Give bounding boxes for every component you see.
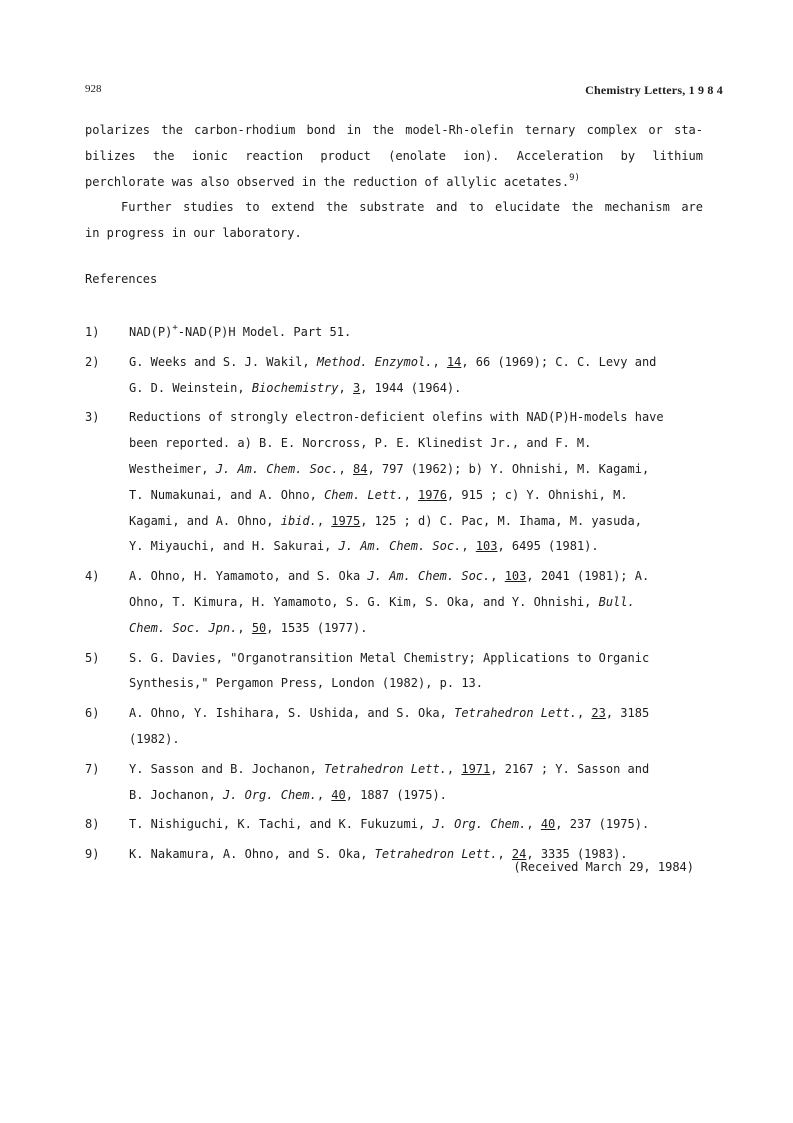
ref-text: Westheimer,: [129, 461, 216, 476]
ref-text: , 3335 (1983).: [526, 847, 628, 862]
ref-text: , 2041 (1981); A.: [526, 569, 650, 584]
ref-text: ,: [490, 569, 505, 584]
ref-text: ,: [338, 461, 353, 476]
journal-name: Chem. Soc. Jpn.: [129, 620, 238, 635]
ref-text: ,: [461, 539, 476, 554]
reference-item: [85, 701, 703, 753]
reference-text: [129, 320, 703, 346]
journal-name: J. Am. Chem. Soc.: [338, 539, 462, 554]
volume-number: 14: [446, 354, 462, 369]
journal-name: J. Am. Chem. Soc.: [215, 461, 339, 476]
ref-text: NAD(P): [129, 325, 173, 339]
journal-name: J. Org. Chem.: [222, 787, 317, 802]
ref-text: , 125 ; d) C. Pac, M. Ihama, M. yasuda,: [360, 513, 642, 528]
ref-text: ,: [237, 620, 252, 635]
volume-number: 1976: [418, 487, 447, 502]
volume-number: 50: [251, 620, 267, 635]
ref-text: G. D. Weinstein,: [129, 380, 252, 395]
ref-text: , 66 (1969); C. C. Levy and: [461, 354, 657, 369]
reference-number: 9): [85, 847, 100, 862]
ref-text: Synthesis," Pergamon Press, London (1982), p. 13.: [129, 676, 484, 691]
journal-name: J. Org. Chem.: [432, 817, 527, 832]
ref-text: Reductions of strongly electron-deficient olefins with NAD(P)H-models have: [129, 410, 664, 425]
reference-number: 2): [85, 354, 100, 369]
journal-name: Bull.: [598, 594, 635, 609]
ref-text: , 1944 (1964).: [360, 380, 462, 395]
running-head: Chemistry Letters, 1 9 8 4: [585, 83, 723, 97]
ref-text: ,: [576, 706, 592, 721]
ref-text: ,: [338, 380, 353, 395]
journal-name: Tetrahedron Lett.: [454, 706, 577, 721]
ref-text: B. Jochanon,: [129, 787, 223, 802]
volume-number: 103: [504, 569, 527, 584]
reference-text: [129, 701, 703, 753]
ref-text: , 1535 (1977).: [266, 620, 368, 635]
reference-text: [129, 564, 703, 641]
volume-number: 40: [331, 787, 346, 802]
body-line: polarizes the carbon-rhodium bond in the model-Rh-olefin ternary complex or sta-: [85, 123, 703, 137]
reference-text: [129, 646, 703, 698]
journal-name: Tetrahedron Lett.: [374, 847, 498, 862]
reference-number: 8): [85, 817, 100, 832]
volume-number: 3: [352, 380, 361, 395]
ref-text: ,: [316, 787, 332, 802]
received-date: (Received March 29, 1984): [513, 860, 694, 874]
ref-text: (1982).: [129, 731, 180, 746]
ref-text: , 3185: [605, 706, 650, 721]
body-line-text: perchlorate was also observed in the reduction of allylic acetates.: [85, 174, 570, 189]
journal-name: Tetrahedron Lett.: [324, 761, 447, 776]
ref-text: A. Ohno, Y. Ishihara, S. Ushida, and S. Oka,: [129, 706, 455, 721]
body-line: Further studies to extend the substrate and to elucidate the mechanism are: [121, 200, 703, 215]
ref-text: ,: [526, 817, 541, 832]
reference-item: [85, 320, 703, 346]
journal-name: Biochemistry: [251, 380, 339, 395]
reference-text: [129, 350, 703, 402]
citation-superscript: 9): [569, 172, 580, 183]
ref-text: , 1887 (1975).: [345, 787, 447, 802]
journal-name: J. Am. Chem. Soc.: [367, 569, 491, 584]
reference-item: [85, 812, 703, 838]
ref-text: G. Weeks and S. J. Wakil,: [129, 354, 317, 369]
journal-name: ibid.: [280, 513, 317, 528]
ref-text: , 6495 (1981).: [497, 539, 599, 554]
reference-item: [85, 350, 703, 402]
reference-text: [129, 812, 703, 838]
ref-text: Ohno, T. Kimura, H. Yamamoto, S. G. Kim, S. Oka, and Y. Ohnishi,: [129, 594, 599, 609]
ref-text: ,: [497, 847, 512, 862]
ref-text: , 2167 ; Y. Sasson and: [490, 761, 650, 776]
volume-number: 40: [540, 817, 556, 832]
volume-number: 103: [475, 539, 498, 554]
ref-text: K. Nakamura, A. Ohno, and S. Oka,: [129, 847, 375, 862]
reference-text: [129, 757, 703, 809]
reference-number: 6): [85, 706, 100, 721]
reference-number: 3): [85, 410, 100, 425]
reference-text: [129, 405, 703, 560]
reference-item: [85, 564, 703, 641]
reference-item: [85, 405, 703, 560]
ref-text: been reported. a) B. E. Norcross, P. E. Klinedist Jr., and F. M.: [129, 436, 592, 451]
volume-number: 1971: [461, 761, 491, 776]
references-heading: References: [85, 272, 158, 286]
body-line: in progress in our laboratory.: [85, 226, 302, 241]
volume-number: 1975: [331, 513, 361, 528]
ref-text: S. G. Davies, "Organotransition Metal Chemistry; Applications to Organic: [129, 650, 650, 665]
ref-text: Kagami, and A. Ohno,: [129, 513, 281, 528]
reference-list: [85, 320, 703, 872]
ref-text: Y. Sasson and B. Jochanon,: [129, 761, 325, 776]
ref-text: ,: [403, 487, 419, 502]
body-text: [85, 118, 703, 247]
journal-name: Method. Enzymol.: [316, 354, 433, 369]
reference-number: 4): [85, 569, 100, 584]
ref-text: T. Numakunai, and A. Ohno,: [129, 487, 325, 502]
ref-text: , 237 (1975).: [555, 817, 650, 832]
page-number: 928: [85, 83, 102, 95]
volume-number: 84: [352, 461, 368, 476]
ref-text: A. Ohno, H. Yamamoto, and S. Oka: [129, 569, 368, 584]
volume-number: 24: [511, 847, 527, 862]
ref-text: , 797 (1962); b) Y. Ohnishi, M. Kagami,: [367, 461, 650, 476]
body-line: [85, 170, 703, 196]
reference-item: [85, 757, 703, 809]
body-line: bilizes the ionic reaction product (enolate ion). Acceleration by lithium: [85, 148, 703, 163]
ref-text: ,: [446, 761, 462, 776]
ref-text: Y. Miyauchi, and H. Sakurai,: [129, 539, 339, 554]
ref-superscript: +: [172, 323, 178, 333]
ref-text: ,: [316, 513, 332, 528]
ref-text: , 915 ; c) Y. Ohnishi, M.: [446, 487, 628, 502]
ref-text: -NAD(P)H Model. Part 51.: [177, 325, 352, 339]
journal-name: Chem. Lett.: [324, 487, 404, 502]
ref-text: ,: [432, 354, 447, 369]
ref-text: T. Nishiguchi, K. Tachi, and K. Fukuzumi,: [129, 817, 433, 832]
reference-number: 1): [85, 325, 100, 339]
reference-item: [85, 646, 703, 698]
reference-number: 5): [85, 650, 100, 665]
reference-number: 7): [85, 761, 100, 776]
volume-number: 23: [591, 706, 606, 721]
